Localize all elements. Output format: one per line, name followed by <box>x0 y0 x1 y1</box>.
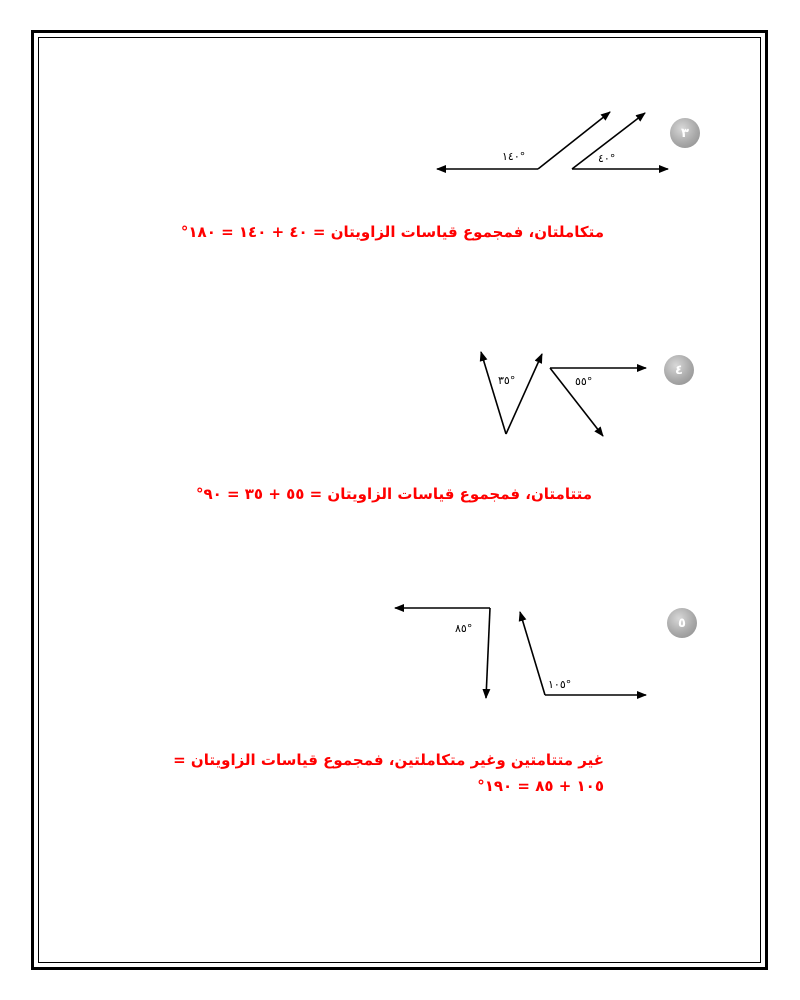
answer-line: متكاملتان، فمجموع قياسات الزاويتان = ٤٠ + ١٤٠ = ١٨٠° <box>180 223 604 241</box>
angle-label-40: ٤٠° <box>598 152 616 165</box>
ray-105-up <box>520 612 545 695</box>
angle-label-140: ١٤٠° <box>502 150 526 163</box>
answer-line: ١٠٥ + ٨٥ = ١٩٠° <box>477 777 604 795</box>
answer-line: غير متتامتين وغير متكاملتين، فمجموع قياسات الزاويتان = <box>173 751 604 769</box>
exercise-4-number-badge: ٤ <box>664 355 694 385</box>
exercise-5-answer <box>173 747 604 799</box>
exercise-5-number-badge: ٥ <box>667 608 697 638</box>
ray-85-down <box>486 608 490 698</box>
angle-label-35: ٣٥° <box>498 374 516 387</box>
exercise-3-number-badge: ٣ <box>670 118 700 148</box>
answer-line: متتامتان، فمجموع قياسات الزاويتان = ٥٥ + ٣٥ = ٩٠° <box>195 485 592 503</box>
angle-label-85: ٨٥° <box>455 622 473 635</box>
angle-label-55: ٥٥° <box>575 375 593 388</box>
angle-label-105: ١٠٥° <box>548 678 572 691</box>
